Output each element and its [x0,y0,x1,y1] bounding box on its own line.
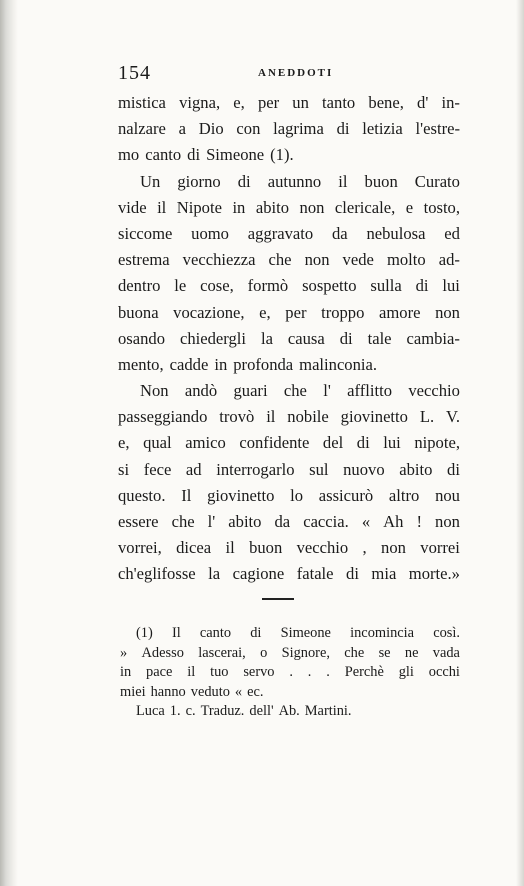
word: in- [441,93,460,112]
body-line [118,300,460,326]
word: giovinetto [340,407,408,427]
word: e, [259,302,271,322]
word: passeggiando [118,407,208,427]
word: d' [417,93,429,112]
word: ad [185,459,202,479]
word: il [266,407,276,427]
word: di [336,119,350,139]
word: dell' [249,703,274,720]
word: che [283,381,307,401]
word: si [118,459,130,479]
word: abito [399,459,433,479]
word: aggravato [247,223,314,243]
body-line [118,169,460,195]
word: ne [404,644,419,661]
word: trovò [219,407,255,427]
word: hanno [150,683,186,700]
word: cadde [169,354,209,374]
word: il [225,538,235,558]
word: profonda [233,354,294,374]
word: lui [383,433,401,453]
word: le [174,276,187,296]
body-line [118,352,460,378]
word: buona [118,302,159,322]
word: vorrei, [118,538,162,558]
word: guari [233,381,268,401]
body-line [118,378,460,404]
word: . [307,664,312,681]
word: estrema [118,250,170,270]
footnote-line [120,663,460,683]
page-edge [516,0,524,886]
word: causa [287,328,325,348]
word: in [214,354,228,374]
word: nipote, [414,433,460,453]
word: servo [243,664,275,681]
word: non [435,512,460,531]
word: amico [185,433,226,453]
word: lui [442,276,460,296]
word: dicea [176,538,212,558]
word: bene, [368,93,404,112]
word: in [232,197,246,217]
word: giorno [177,171,221,191]
word: per [285,302,307,322]
body-line [118,142,460,168]
word: Signore, [281,644,330,661]
word: vede [342,250,374,270]
page-number: 154 [118,62,151,84]
word: e, [233,93,245,112]
word: questo. [118,485,166,505]
word: letizia [362,119,403,139]
word: l'estre- [415,119,460,139]
word: occhi [428,664,460,681]
word: l' [323,381,331,401]
body-line [118,457,460,483]
word: Perchè [344,664,384,681]
body-line [118,483,460,509]
word: sul [309,459,329,479]
word: abito [228,512,262,531]
word: con [236,119,261,139]
word: tuo [210,664,229,681]
word: (1) [136,625,153,641]
word: altro [388,485,420,505]
word: se [378,644,391,661]
word: vide [118,197,147,217]
word: buon [249,538,283,558]
body-line [118,195,460,221]
word: Ah [383,512,404,531]
word: in [120,664,132,681]
binding-gutter [0,0,18,886]
word: vorrei [420,538,460,558]
word: da [332,223,348,243]
word: tale [367,328,392,348]
word: del [322,433,344,453]
word: da [274,512,291,531]
word: l' [207,512,216,531]
word: qual [143,433,172,453]
footnote-separator-rule [262,598,294,600]
word: ec. [247,683,264,700]
word: Simeone [280,625,331,641]
word: pace [146,664,173,681]
word: lo [290,485,304,505]
word: formò [247,276,289,296]
word: V. [446,407,460,427]
word: di [250,625,262,641]
word: non [435,302,460,322]
footnotes [120,624,460,722]
word: o [260,644,268,661]
word: Martini. [304,703,352,720]
word: mento, [118,354,164,374]
word: sulla [370,276,402,296]
word: gli [398,664,414,681]
word: ch'eglifosse [118,564,196,584]
body-line [118,116,460,142]
word: c. [185,703,196,720]
word: Curato [414,171,460,191]
word: sospetto [302,276,357,296]
word: nebulosa [366,223,426,243]
word: chiedergli [179,328,247,348]
word: lascerai, [198,644,246,661]
word: vecchio [408,381,460,401]
word: Un [140,171,161,191]
word: mia [371,564,397,584]
word: , [362,538,367,558]
body-line [118,90,460,116]
word: un [292,93,309,112]
body-line [118,404,460,430]
word: il [157,197,167,217]
body-line [118,247,460,273]
word: Non [140,381,169,401]
word: abito [255,197,290,217]
word: mo [118,145,140,165]
word: tanto [322,93,356,112]
word: confidente [239,433,310,453]
word: miei [120,683,146,700]
word: troppo [321,302,365,322]
word: « [361,512,371,531]
word: di [415,276,429,296]
word: assicurò [318,485,374,505]
word: Il [181,485,192,505]
word: 1. [169,703,181,720]
word: (1). [270,145,294,165]
word: Luca [136,703,165,720]
word: non [299,197,325,217]
body-line [118,221,460,247]
word: andò [184,381,218,401]
word: clericale, [334,197,396,217]
word: di [187,145,201,165]
word: di [356,433,370,453]
word: di [447,459,460,479]
word: vocazione, [173,302,245,322]
word: così. [433,625,460,641]
word: giovinetto [207,485,275,505]
word: amore [379,302,421,322]
word: Adesso [141,644,184,661]
word: uomo [191,223,229,243]
word: la [208,564,221,584]
word: a [178,119,187,139]
body-line [118,273,460,299]
word: non [381,538,406,558]
word: malinconia. [299,354,378,374]
footnote-line [120,624,460,644]
word: fatale [296,564,334,584]
word: Traduz. [200,703,245,720]
word: nou [435,485,460,505]
word: e, [118,433,130,453]
word: dentro [118,276,161,296]
word: vigna, [179,93,221,112]
word: nobile [287,407,329,427]
word: di [346,564,359,584]
word: Nipote [176,197,222,217]
word: Dio [198,119,224,139]
word: lagrima [273,119,324,139]
word: autunno [267,171,322,191]
body-line [118,561,460,587]
body-line [118,326,460,352]
word: mistica [118,93,166,112]
word: il [187,664,196,681]
word: che [344,644,365,661]
word: ad- [438,250,460,270]
word: afflitto [347,381,393,401]
word: » [120,644,128,661]
word: vecchio [296,538,349,558]
word: . [326,664,330,681]
word: canto [199,625,232,641]
running-head: ANEDDOTI [258,67,334,79]
word: che [268,250,292,270]
footnote-line [120,644,460,664]
word: interrogarlo [216,459,295,479]
word: cose, [200,276,234,296]
word: veduto [190,683,230,700]
word: canto [145,145,182,165]
word: cambia- [406,328,460,348]
word: Ab. [278,703,300,720]
body-line [118,535,460,561]
word: essere [118,512,159,531]
page-header [118,62,458,84]
word: fece [143,459,172,479]
word: vecchiezza [182,250,256,270]
word: nalzare [118,119,166,139]
word: siccome [118,223,173,243]
word: di [237,171,251,191]
word: osando [118,328,166,348]
word: incomincia [350,625,415,641]
word: la [260,328,273,348]
word: non [304,250,330,270]
word: caccia. [303,512,349,531]
word: tosto, [423,197,460,217]
word: di [339,328,353,348]
word: ! [416,512,422,531]
body-line [118,509,460,535]
word: cagione [232,564,285,584]
body-line [118,430,460,456]
word: per [257,93,280,112]
word: vada [432,644,460,661]
word: . [289,664,293,681]
word: molto [386,250,426,270]
word: Il [171,625,181,641]
word: Simeone [206,145,265,165]
word: che [171,512,195,531]
body-text [118,90,460,588]
word: « [234,683,243,700]
word: morte.» [408,564,460,584]
word: e [405,197,414,217]
word: ed [444,223,460,243]
word: L. [419,407,435,427]
footnote-line [120,702,460,722]
word: nuovo [343,459,385,479]
footnote-line [120,683,460,703]
word: il [338,171,348,191]
word: buon [364,171,398,191]
